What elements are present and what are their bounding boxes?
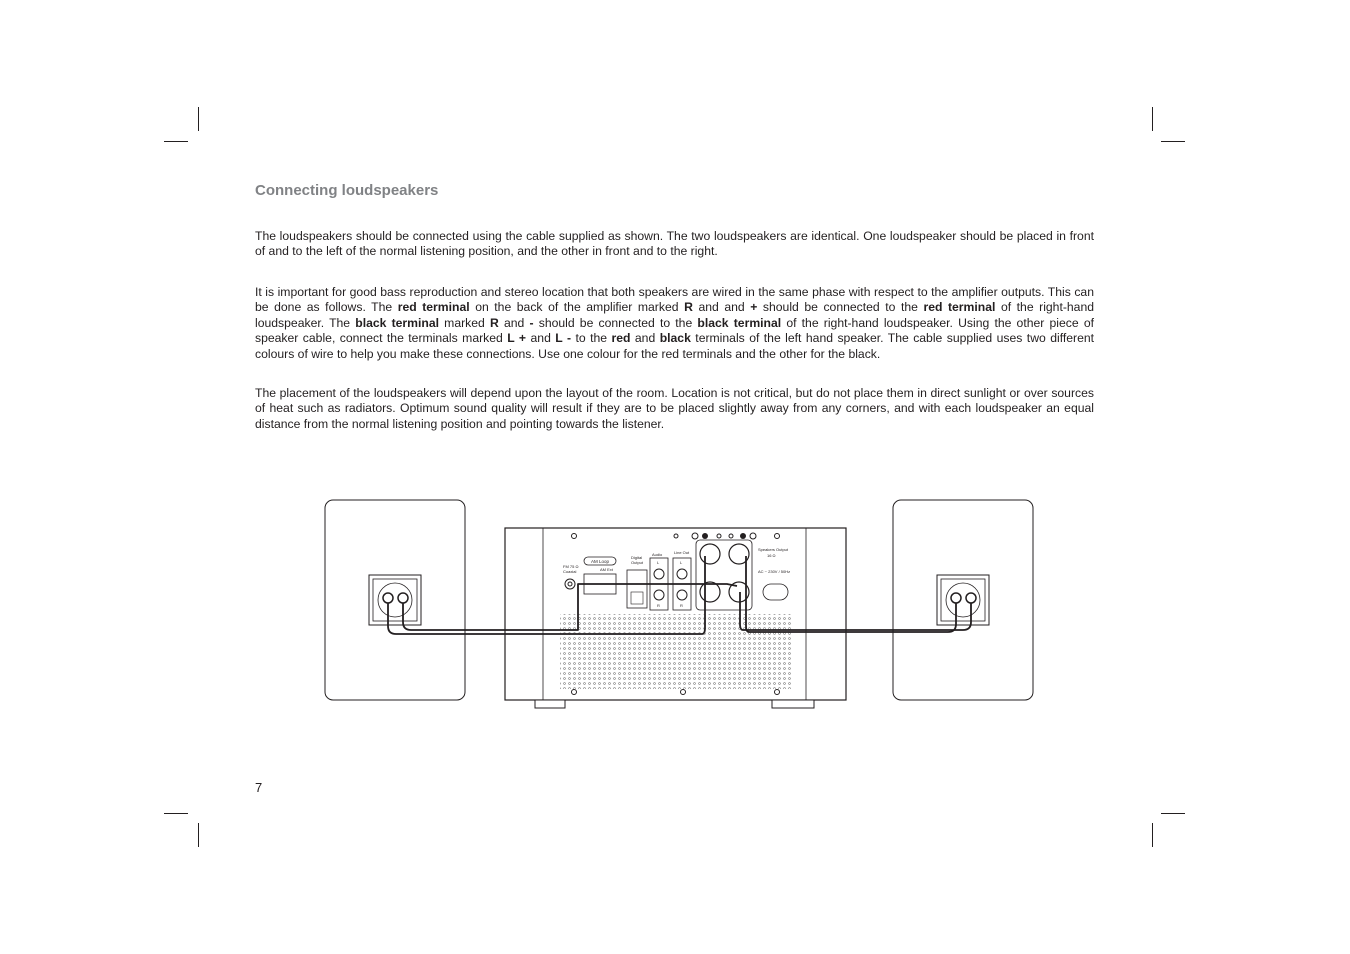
right-speaker bbox=[893, 500, 1033, 700]
fm-label: FM 75 Ω bbox=[563, 564, 579, 569]
line-l-label: L bbox=[680, 560, 683, 565]
audio-r-label: R bbox=[657, 603, 660, 608]
crop-mark bbox=[1161, 141, 1185, 142]
crop-mark bbox=[1161, 813, 1185, 814]
left-speaker bbox=[325, 500, 465, 700]
output-label: Output bbox=[631, 560, 644, 565]
audio-l-label: L bbox=[657, 560, 660, 565]
line-r-label: R bbox=[680, 603, 683, 608]
section-heading: Connecting loudspeakers bbox=[255, 182, 439, 199]
amplifier-rear-panel bbox=[505, 528, 846, 708]
speaker-output-label: Speakers Output bbox=[758, 547, 789, 552]
ohms-label: 16 Ω bbox=[767, 553, 776, 558]
line-out-label: Line Out bbox=[674, 550, 690, 555]
paragraph-intro: The loudspeakers should be connected using the cable supplied as shown. The two loudspeakers are identical. One loudspeaker should be placed in front of and to the left of the normal listening position, and the other in front and to the right. bbox=[255, 229, 1094, 259]
crop-mark bbox=[1152, 107, 1153, 131]
crop-mark bbox=[164, 813, 188, 814]
ac-label: AC ~ 230V / 50Hz bbox=[758, 569, 791, 574]
paragraph-phase: It is important for good bass reproduction and stereo location that both speakers are wired in the same phase with respect to the amplifier outputs. This can be done as follows. The red terminal on the back of the amplifier marked R and and + should be connected to the red terminal of the right-hand loudspeaker. The black terminal marked R and - should be connected to the black terminal of the right-hand loudspeaker. Using the other piece of speaker cable, connect the terminals marked L + and L - to the red and black terminals of the left hand speaker. The cable supplied uses two different colours of wire to help you make these connections. Use one colour for the red terminals and the other for the black. bbox=[255, 285, 1095, 361]
page-number: 7 bbox=[255, 780, 263, 795]
crop-mark bbox=[1152, 823, 1153, 847]
connection-diagram bbox=[322, 496, 1038, 716]
crop-mark bbox=[164, 141, 188, 142]
crop-mark bbox=[198, 107, 199, 131]
audio-label: Audio bbox=[652, 552, 663, 557]
digital-label: Digital bbox=[631, 555, 643, 560]
am-loop-label: AM Loop bbox=[590, 559, 610, 564]
paragraph-placement: The placement of the loudspeakers will depend upon the layout of the room. Location is not critical, but do not place them in direct sunlight or over sources of heat such as radiators. Optimum sound quality will result if they are to be placed slightly away from any corners, and with each loudspeaker an equal distance from the normal listening position and pointing towards the listener. bbox=[255, 386, 1094, 431]
am-ext-label: AM Ext bbox=[600, 567, 613, 572]
crop-mark bbox=[198, 823, 199, 847]
coaxial-label: Coaxial bbox=[563, 569, 577, 574]
